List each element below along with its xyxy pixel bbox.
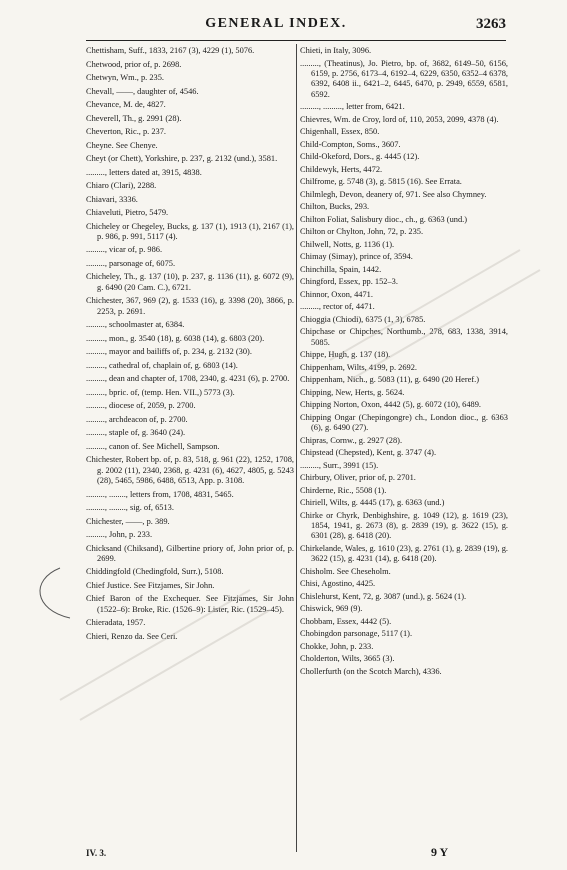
index-entry: Chislehurst, Kent, 72, g. 3087 (und.), g. 5624 (1). <box>300 591 467 601</box>
index-entry: ........., cathedral of, chaplain of, g. 6803 (14). <box>86 360 238 370</box>
index-entry: ........., dean and chapter of, 1708, 2340, g. 4231 (6), p. 2700. <box>86 374 290 384</box>
index-entry: ........., ........, sig. of, 6513. <box>86 503 174 513</box>
index-entry: Chippenham, Wilts, 4199, p. 2692. <box>300 362 417 372</box>
index-entry: Chipping, New, Herts, g. 5624. <box>300 387 405 397</box>
index-entry: Chirderne, Ric., 5508 (1). <box>300 485 387 495</box>
index-entry: ........., rector of, 4471. <box>300 302 375 312</box>
index-entry: Chirke or Chyrk, Denbighshire, g. 1049 (12), g. 1619 (23), 1854, 1941, g. 2673 (8), g. 2839 (19), g. 3622 (15), g. 6301 (28), g. 6418 (20). <box>300 510 508 541</box>
index-entry: Chisi, Agostino, 4425. <box>300 579 376 589</box>
index-entry: Chipping Ongar (Chepingongre) ch., London dioc., g. 6363 (6), g. 6490 (27). <box>300 412 508 433</box>
index-entry: Chieti, in Italy, 3096. <box>300 46 372 55</box>
index-entry: Chirkelande, Wales, g. 1610 (23), g. 2761 (1), g. 2839 (19), g. 3622 (15), g. 4231 (14), g. 6418 (20). <box>300 543 508 564</box>
index-entry: Chieri, Renzo da. See Ceri. <box>86 631 178 641</box>
index-entry: Chicheley or Chegeley, Bucks, g. 137 (1), 1913 (1), 2167 (1), p. 986, p. 991, 5117 (4). <box>86 221 294 241</box>
index-entry: Chingford, Essex, pp. 152–3. <box>300 277 398 287</box>
index-entry: Chollerfurth (on the Scotch March), 4336. <box>300 666 442 676</box>
index-entry: Chilton Foliat, Salisbury dioc., ch., g. 6363 (und.) <box>300 214 468 224</box>
index-entry: Chippe, Hugh, g. 137 (18). <box>300 350 391 360</box>
index-entry: Cheverton, Ric., p. 237. <box>86 127 167 136</box>
index-entry: ........., (Theatinus), Jo. Pietro, bp. of, 3682, 6149–50, 6156, 6159, p. 2756, 6173–4, 6192–4, 6229, 6350, 6352–4 6378, 6392, 6408 ii., 6421–2, 6445, 6470, p. 2949, 6559, 6581, 6592. <box>300 58 508 99</box>
index-entry: Chinnor, Oxon, 4471. <box>300 289 373 299</box>
index-entry: Chiswick, 969 (9). <box>300 604 363 614</box>
signature-mark: 9 Y <box>431 845 449 859</box>
index-entry: Chipras, Cornw., g. 2927 (28). <box>300 435 403 445</box>
index-entry: Chetwood, prior of, p. 2698. <box>86 59 182 69</box>
index-entry: Chiddingfold (Chedingfold, Surr.), 5108. <box>86 567 224 577</box>
index-entry: Chirbury, Oliver, prior of, p. 2701. <box>300 473 416 483</box>
index-entry: ........., Surr., 3991 (15). <box>300 460 379 470</box>
index-entry: Chobbam, Essex, 4442 (5). <box>300 616 392 626</box>
index-entry: Chiaveluti, Pietro, 5479. <box>86 208 169 217</box>
index-entry: Chimay (Simay), prince of, 3594. <box>300 252 413 262</box>
page-title: GENERAL INDEX. <box>205 16 347 31</box>
page-number: 3263 <box>476 16 506 32</box>
index-entry: ........., staple of, g. 3640 (24). <box>86 428 186 438</box>
margin-pencil-mark <box>40 568 70 618</box>
index-entry: ........., schoolmaster at, 6384. <box>86 320 185 330</box>
index-entry: Chichester, 367, 969 (2), g. 1533 (16), g. 3398 (20), 3866, p. 2253, p. 2691. <box>86 296 294 316</box>
index-entry: Cheyt (or Chett), Yorkshire, p. 237, g. 2132 (und.), 3581. <box>86 154 278 163</box>
index-entry: Chieradata, 1957. <box>86 618 146 628</box>
index-entry: Child-Okeford, Dors., g. 4445 (12). <box>300 152 420 162</box>
index-entry: ........., vicar of, p. 986. <box>86 245 163 255</box>
right-column <box>300 46 508 679</box>
index-entry: Chilwell, Notts, g. 1136 (1). <box>300 239 395 249</box>
index-entry: Chippenham, Nich., g. 5083 (11), g. 6490 (20 Heref.) <box>300 375 480 385</box>
page-header <box>86 16 506 40</box>
index-entry: Chiriell, Wilts, g. 4445 (17), g. 6363 (und.) <box>300 498 445 508</box>
index-entry: Chipping Norton, Oxon, 4442 (5), g. 6072 (10), 6489. <box>300 400 481 410</box>
index-entry: Cholderton, Wilts, 3665 (3). <box>300 654 395 664</box>
index-entry: Child-Compton, Soms., 3607. <box>300 139 401 149</box>
index-entry: Chevall, ——, daughter of, 4546. <box>86 86 199 96</box>
index-entry: Chipstead (Chepsted), Kent, g. 3747 (4). <box>300 448 437 458</box>
index-entry: Chichester, ——, p. 389. <box>86 516 170 526</box>
index-entry: Chobingdon parsonage, 5117 (1). <box>300 629 413 639</box>
index-entry: ........., John, p. 233. <box>86 530 153 540</box>
index-entry: Chisholm. See Cheseholm. <box>300 566 391 576</box>
index-entry: Chetwyn, Wm., p. 235. <box>86 73 165 82</box>
index-entry: ........., parsonage of, 6075. <box>86 258 176 268</box>
index-entry: Chief Baron of the Exchequer. See Fitzjames, Sir John (1522–6): Broke, Ric. (1526–9): Lister, Ric. (1529–45). <box>86 594 294 614</box>
index-entry: Chief Justice. See Fitzjames, Sir John. <box>86 580 215 590</box>
index-entry: Chilfrome, g. 5748 (3), g. 5815 (16). See Errata. <box>300 177 462 187</box>
index-entry: Chiavari, 3336. <box>86 194 138 204</box>
index-entry: Cheverell, Th., g. 2991 (28). <box>86 113 182 123</box>
index-entry: Chichester, Robert bp. of, p. 83, 518, g. 961 (22), 1252, 1708, g. 2002 (11), 2340, 2368, g. 4231 (6), 4627, 4805, g. 5243 (28), 5465, 5986, 6488, 6513, App. p. 3108. <box>86 455 294 486</box>
index-entry: ........., ........., letter from, 6421. <box>300 102 405 112</box>
index-entry: ........., bpric. of, (temp. Hen. VII.,) 5773 (3). <box>86 387 235 397</box>
index-entry: Chicksand (Chiksand), Gilbertine priory of, John prior of, p. 2699. <box>86 543 294 563</box>
index-entry: Chipchase or Chipches, Northumb., 278, 683, 1338, 3914, 5085. <box>300 327 508 347</box>
index-entry: Chettisham, Suff., 1833, 2167 (3), 4229 (1), 5076. <box>86 46 255 55</box>
index-entry: Chicheley, Th., g. 137 (10), p. 237, g. 1136 (11), g. 6072 (9), g. 6490 (20 Cam. C.), 6721. <box>86 272 294 292</box>
column-divider <box>296 44 297 852</box>
index-entry: Chokke, John, p. 233. <box>300 641 374 651</box>
index-entry: Chevance, M. de, 4827. <box>86 100 166 109</box>
volume-marker: IV. 3. <box>86 848 107 858</box>
header-rule <box>86 40 506 41</box>
left-column <box>86 46 294 645</box>
index-entry: Chioggia (Chiodi), 6375 (1, 3), 6785. <box>300 314 426 324</box>
index-entry: ........., ........, letters from, 1708, 4831, 5465. <box>86 489 234 499</box>
index-entry: Chilmlegh, Devon, deanery of, 971. See also Chymney. <box>300 189 487 199</box>
index-entry: Chiaro (Clari), 2288. <box>86 181 157 190</box>
index-entry: ........., archdeacon of, p. 2700. <box>86 414 188 424</box>
index-entry: Childewyk, Herts, 4472. <box>300 164 383 174</box>
index-entry: Chilton or Chylton, John, 72, p. 235. <box>300 227 424 237</box>
index-entry: ........., diocese of, 2059, p. 2700. <box>86 401 196 411</box>
index-entry: Cheyne. See Chenye. <box>86 140 158 150</box>
index-entry: Chilton, Bucks, 293. <box>300 202 370 212</box>
index-entry: ........., canon of. See Michell, Sampson. <box>86 441 220 451</box>
index-entry: ........., mayor and bailiffs of, p. 234, g. 2132 (30). <box>86 347 252 357</box>
index-entry: ........., mon., g. 3540 (18), g. 6038 (14), g. 6803 (20). <box>86 333 265 343</box>
index-entry: ........., letters dated at, 3915, 4838. <box>86 167 202 177</box>
index-entry: Chigenhall, Essex, 850. <box>300 127 380 137</box>
index-entry: Chinchilla, Spain, 1442. <box>300 264 382 274</box>
index-entry: Chievres, Wm. de Croy, lord of, 110, 2053, 2099, 4378 (4). <box>300 114 499 124</box>
